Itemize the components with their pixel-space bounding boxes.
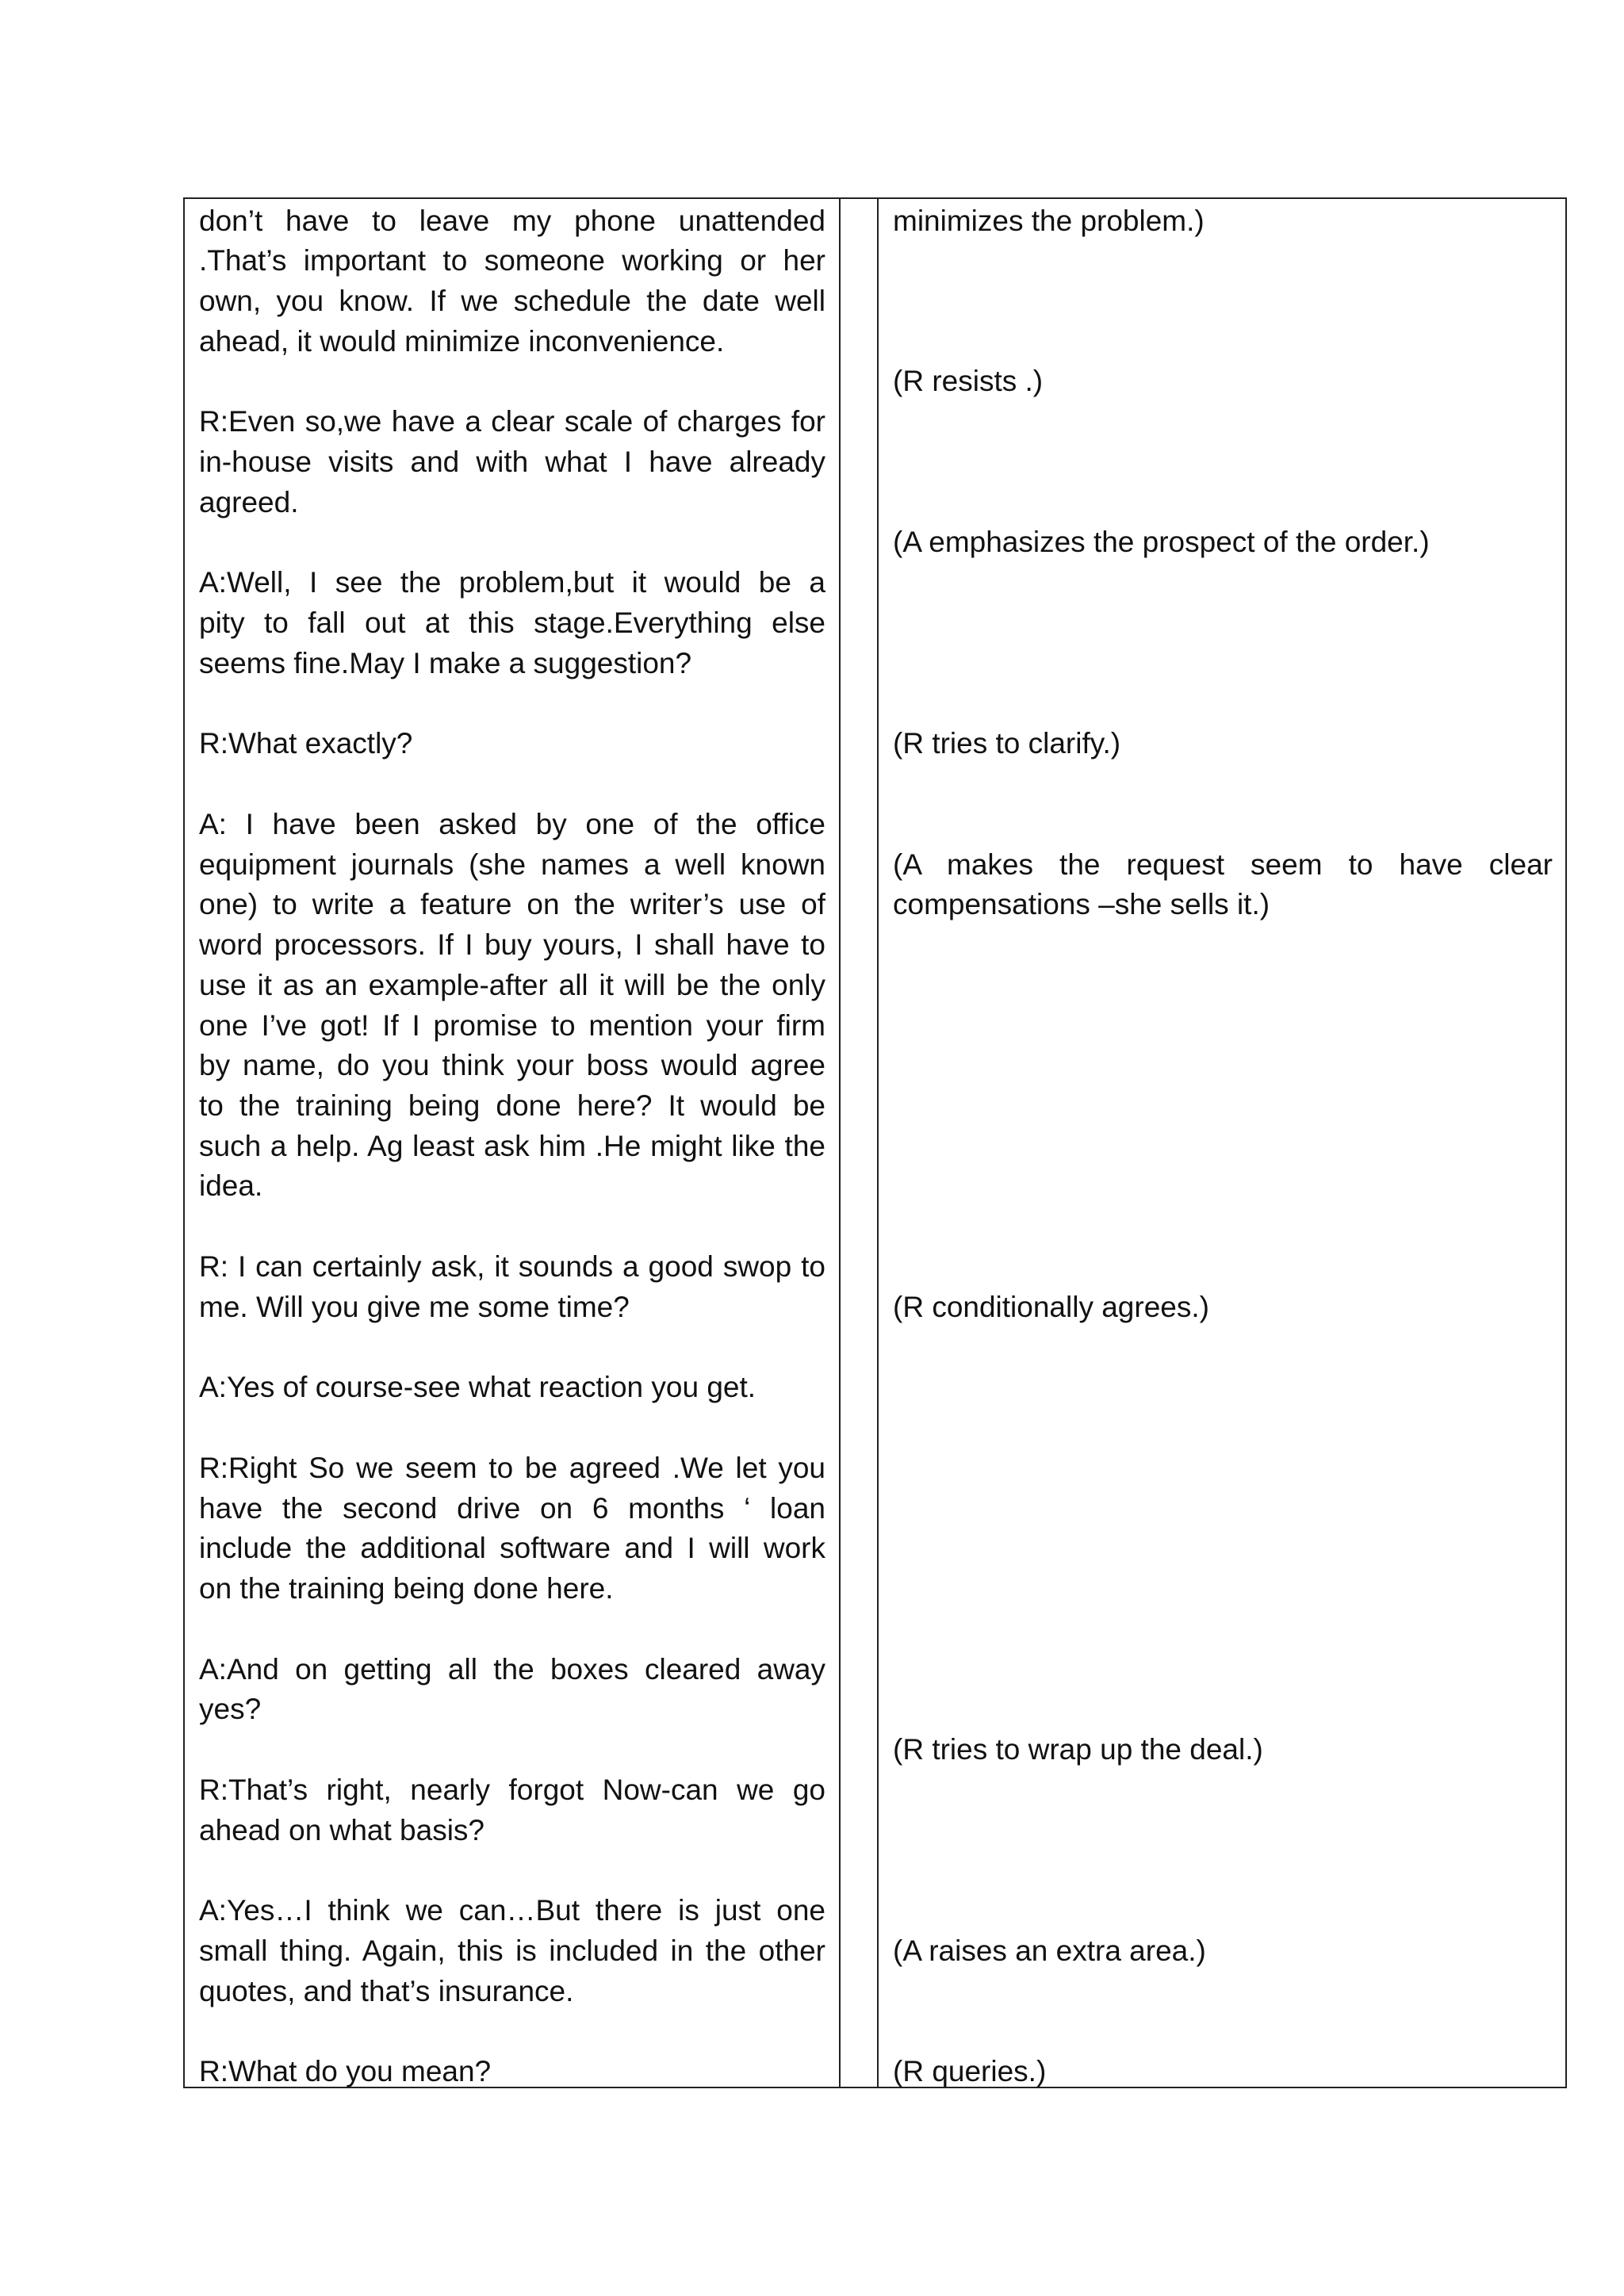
dialogue-line: A:Yes…I think we can…But there is just one [199, 1894, 825, 1927]
document-table [183, 197, 1567, 2088]
commentary-line: (A makes the request seem to have clear [893, 848, 1553, 881]
spacer-column [841, 199, 879, 2087]
commentary-line: minimizes the problem.) [893, 205, 1205, 237]
dialogue-line: R:What exactly? [199, 727, 413, 760]
dialogue-line: on the training being done here. [199, 1572, 614, 1605]
dialogue-line: small thing. Again, this is included in the other [199, 1934, 825, 1967]
commentary-line: (R resists .) [893, 365, 1044, 397]
dialogue-line: such a help. Ag least ask him .He might like the [199, 1130, 825, 1162]
dialogue-line: word processors. If I buy yours, I shall have to [199, 928, 825, 961]
dialogue-line: own, you know. If we schedule the date well [199, 285, 825, 317]
dialogue-line: in-house visits and with what I have already [199, 446, 825, 478]
dialogue-line: to the training being done here? It would be [199, 1089, 825, 1122]
commentary-line: (R queries.) [893, 2055, 1047, 2087]
dialogue-line: have the second drive on 6 months ‘ loan [199, 1492, 825, 1525]
dialogue-line: include the additional software and I will work [199, 1532, 825, 1564]
dialogue-line: yes? [199, 1693, 262, 1725]
commentary-line: (R tries to wrap up the deal.) [893, 1733, 1263, 1766]
dialogue-line: quotes, and that’s insurance. [199, 1975, 574, 2007]
dialogue-line: A:And on getting all the boxes cleared away [199, 1653, 825, 1686]
dialogue-line: A:Yes of course-see what reaction you get. [199, 1371, 756, 1403]
dialogue-line: R: I can certainly ask, it sounds a good swop to [199, 1250, 825, 1283]
dialogue-line: A: I have been asked by one of the office [199, 808, 825, 840]
dialogue-line: equipment journals (she names a well known [199, 848, 825, 881]
dialogue-line: R:Right So we seem to be agreed .We let you [199, 1452, 825, 1484]
commentary-line: compensations –she sells it.) [893, 888, 1270, 920]
dialogue-line: by name, do you think your boss would agree [199, 1049, 825, 1081]
dialogue-line: seems fine.May I make a suggestion? [199, 647, 692, 679]
commentary-line: (R tries to clarify.) [893, 727, 1121, 760]
commentary-line: (A emphasizes the prospect of the order.) [893, 526, 1430, 558]
dialogue-line: one I’ve got! If I promise to mention your firm [199, 1009, 825, 1042]
dialogue-line: A:Well, I see the problem,but it would be a [199, 566, 825, 599]
dialogue-line: don’t have to leave my phone unattended [199, 205, 825, 237]
commentary-line: (R conditionally agrees.) [893, 1291, 1209, 1323]
dialogue-line: R:What do you mean? [199, 2055, 492, 2087]
dialogue-line: ahead on what basis? [199, 1814, 485, 1846]
dialogue-line: use it as an example-after all it will be the only [199, 969, 825, 1001]
dialogue-line: idea. [199, 1169, 263, 1202]
dialogue-line: one) to write a feature on the writer’s use of [199, 888, 825, 920]
dialogue-line: pity to fall out at this stage.Everything else [199, 607, 825, 639]
dialogue-line: agreed. [199, 486, 299, 519]
dialogue-line: R:Even so,we have a clear scale of charges for [199, 405, 825, 438]
commentary-column [879, 199, 1565, 2087]
dialogue-line: R:That’s right, nearly forgot Now-can we go [199, 1774, 825, 1806]
dialogue-line: ahead, it would minimize inconvenience. [199, 325, 725, 358]
dialogue-column [185, 199, 841, 2087]
dialogue-line: me. Will you give me some time? [199, 1291, 630, 1323]
dialogue-line: .That’s important to someone working or her [199, 244, 825, 277]
commentary-line: (A raises an extra area.) [893, 1934, 1206, 1967]
